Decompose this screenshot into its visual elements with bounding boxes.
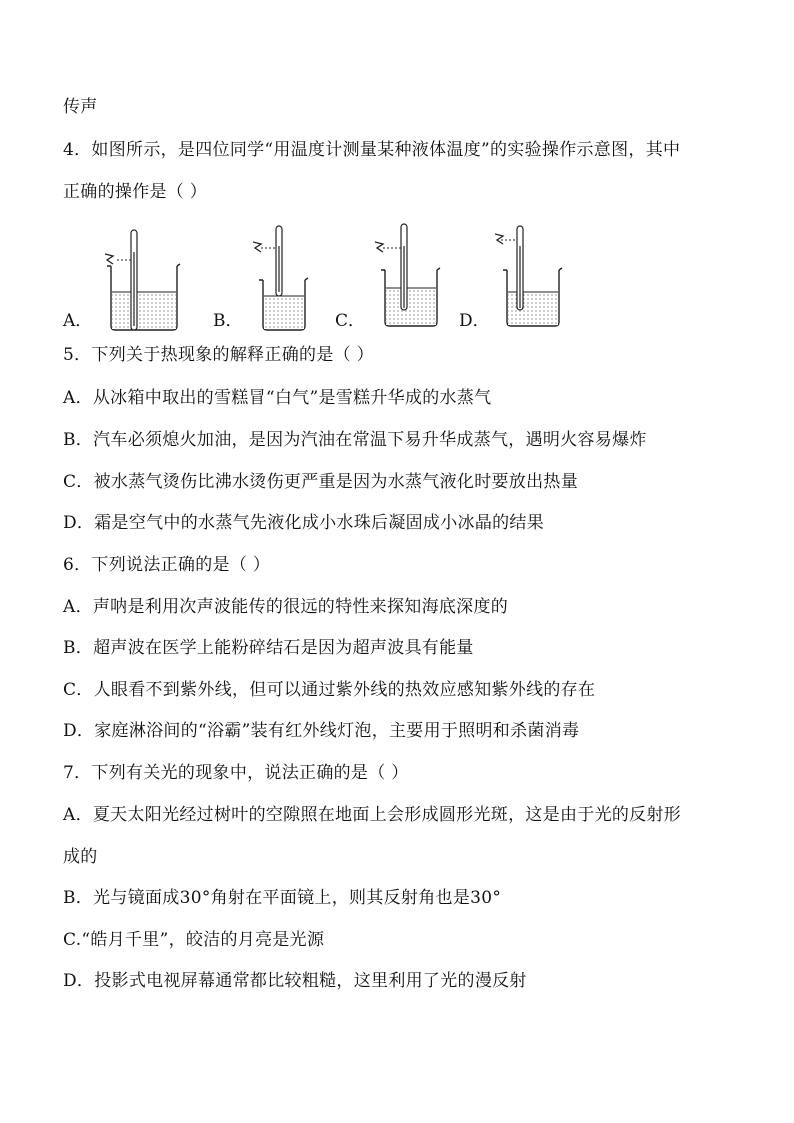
question-6-stem: 6．下列说法正确的是（ ） [63, 555, 271, 575]
question-5-stem: 5．下列关于热现象的解释正确的是（ ） [63, 345, 374, 365]
figure-d [495, 222, 565, 334]
question-5-option-a: A．从冰箱中取出的雪糕冒“白气”是雪糕升华成的水蒸气 [63, 388, 492, 408]
question-6-option-b: B．超声波在医学上能粉碎结石是因为超声波具有能量 [63, 638, 474, 658]
question-7-option-a-cont: 成的 [63, 847, 98, 867]
question-7-option-a: A．夏天太阳光经过树叶的空隙照在地面上会形成圆形光斑，这是由于光的反射形 [63, 805, 682, 825]
figure-c [373, 222, 443, 334]
question-5-option-d: D．霜是空气中的水蒸气先液化成小水珠后凝固成小冰晶的结果 [63, 513, 545, 533]
question-4-stem: 4．如图所示，是四位同学“用温度计测量某种液体温度”的实验操作示意图，其中 [63, 140, 681, 160]
option-label-a: A． [63, 311, 93, 331]
question-6-option-d: D．家庭淋浴间的“浴霸”装有红外线灯泡，主要用于照明和杀菌消毒 [63, 721, 580, 741]
question-6-option-a: A．声呐是利用次声波能传的很远的特性来探知海底深度的 [63, 597, 509, 617]
figure-b [253, 222, 313, 334]
option-label-c: C． [335, 311, 366, 331]
question-5-option-c: C．被水蒸气烫伤比沸水烫伤更严重是因为水蒸气液化时要放出热量 [63, 472, 579, 492]
question-7-option-d: D．投影式电视屏幕通常都比较粗糙，这里利用了光的漫反射 [63, 971, 527, 991]
question-7-stem: 7．下列有关光的现象中，说法正确的是（ ） [63, 763, 409, 783]
question-7-option-b: B．光与镜面成30°角射在平面镜上，则其反射角也是30° [63, 888, 502, 908]
question-5-option-b: B．汽车必须熄火加油，是因为汽油在常温下易升华成蒸气，遇明火容易爆炸 [63, 430, 647, 450]
question-6-option-c: C．人眼看不到紫外线，但可以通过紫外线的热效应感知紫外线的存在 [63, 680, 596, 700]
figure-a [103, 222, 183, 334]
text-line: 传声 [63, 97, 98, 117]
option-label-b: B． [213, 311, 243, 331]
option-label-d: D． [459, 311, 490, 331]
question-4-stem-cont: 正确的操作是（ ） [63, 182, 208, 202]
thermometer-figure [63, 222, 743, 334]
question-7-option-c: C.“皓月千里”，皎洁的月亮是光源 [63, 930, 325, 950]
